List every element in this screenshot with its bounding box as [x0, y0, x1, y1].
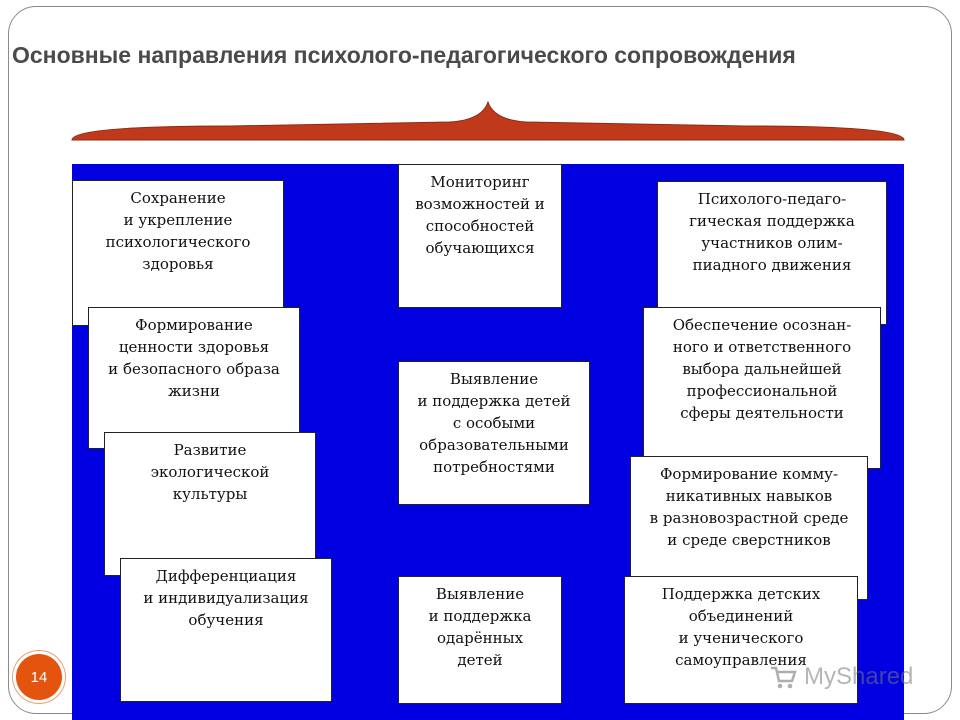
box-center-2	[398, 361, 590, 505]
shopping-cart-icon	[768, 662, 798, 692]
curly-brace	[70, 100, 906, 144]
box-center-2-text: Выявление и поддержка детей с особыми образовательными потребностями	[417, 370, 571, 476]
box-center-1	[398, 164, 562, 308]
box-center-3-text: Выявление и поддержка одарённых детей	[428, 585, 532, 669]
box-left-3-text: Развитие экологической культуры	[150, 441, 270, 503]
box-left-1-text: Сохранение и укрепление психологического здоровья	[105, 189, 251, 273]
box-left-2-text: Формирование ценности здоровья и безопасного образа жизни	[108, 316, 280, 400]
box-center-3	[398, 576, 562, 704]
box-right-3-text: Формирование комму- никативных навыков в разновозрастной среде и среде сверстников	[649, 465, 849, 549]
box-right-4-text: Поддержка детских объединений и ученического самоуправления	[661, 585, 821, 669]
box-left-3	[104, 432, 316, 576]
box-center-1-text: Мониторинг возможностей и способностей обучающихся	[415, 173, 545, 257]
box-right-2	[643, 307, 881, 469]
box-left-2	[88, 307, 300, 449]
box-left-4	[120, 558, 332, 702]
watermark-text: MyShared	[804, 663, 914, 690]
box-left-4-text: Дифференциация и индивидуализация обучения	[143, 567, 309, 629]
box-right-2-text: Обеспечение осознан- ного и ответственного выбора дальнейшей профессиональной сферы деятельности	[672, 316, 852, 422]
page-number-badge: 14	[16, 654, 62, 700]
box-left-1	[72, 180, 284, 326]
slide-title: Основные направления психолого-педагогического сопровождения	[12, 42, 796, 68]
watermark	[768, 660, 913, 694]
box-right-1-text: Психолого-педаго- гическая поддержка участников олим- пиадного движения	[689, 190, 855, 274]
box-right-1	[657, 181, 887, 325]
